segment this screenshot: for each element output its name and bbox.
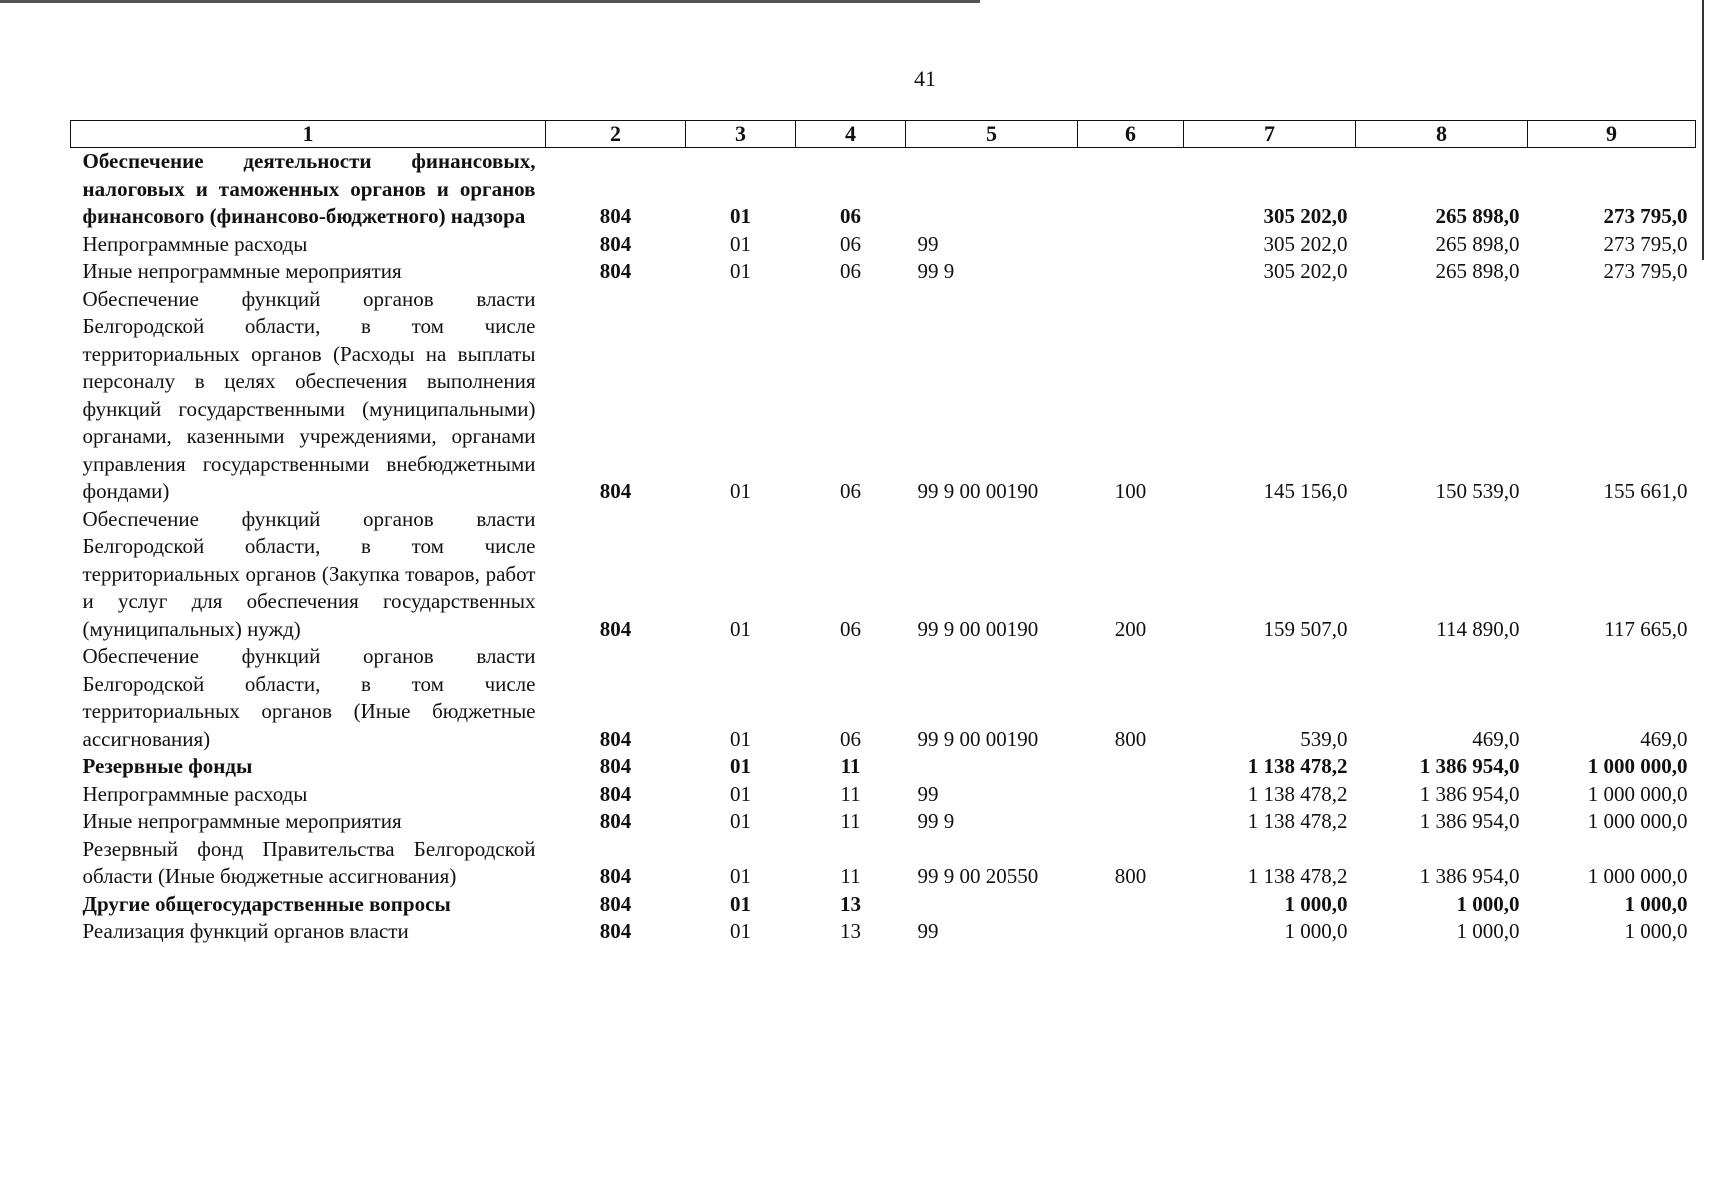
row-name: Резервные фонды bbox=[82, 754, 253, 778]
row-gr-code: 804 bbox=[599, 231, 632, 256]
row-section-code: 01 bbox=[730, 919, 751, 943]
row-subsection-code: 06 bbox=[840, 231, 861, 256]
row-amount-year-1: 305 202,0 bbox=[1263, 231, 1348, 256]
row-amount-year-3: 1 000 000,0 bbox=[1587, 864, 1688, 888]
row-subsection-code: 11 bbox=[840, 781, 861, 806]
header-col-7: 7 bbox=[1184, 121, 1356, 148]
table-row bbox=[71, 781, 1696, 809]
row-subsection-code: 11 bbox=[840, 864, 861, 888]
row-amount-year-2: 1 000,0 bbox=[1456, 891, 1520, 916]
row-section-code: 01 bbox=[730, 726, 751, 751]
row-amount-year-3: 1 000 000,0 bbox=[1587, 754, 1688, 778]
row-amount-year-3: 1 000 000,0 bbox=[1587, 809, 1688, 833]
row-name: Непрограммные расходы bbox=[82, 231, 308, 256]
row-amount-year-2: 1 000,0 bbox=[1456, 919, 1520, 943]
header-row bbox=[71, 121, 1696, 148]
row-subsection-code: 06 bbox=[840, 204, 861, 228]
row-subsection-code: 06 bbox=[840, 479, 861, 503]
row-amount-year-2: 1 386 954,0 bbox=[1419, 809, 1520, 833]
row-amount-year-3: 117 665,0 bbox=[1604, 616, 1688, 641]
row-target-article: 99 bbox=[917, 231, 939, 256]
row-expense-type bbox=[1078, 148, 1184, 231]
row-expense-type bbox=[1078, 258, 1184, 286]
scan-edge-right bbox=[1702, 0, 1704, 260]
table-row bbox=[71, 231, 1696, 259]
row-name: Реализация функций органов власти bbox=[82, 919, 409, 943]
row-gr-code: 804 bbox=[599, 891, 632, 916]
table-row bbox=[71, 643, 1696, 753]
row-target-article: 99 bbox=[917, 919, 939, 943]
row-amount-year-1: 1 138 478,2 bbox=[1247, 781, 1348, 806]
row-amount-year-3: 1 000,0 bbox=[1624, 919, 1688, 943]
row-subsection-code: 11 bbox=[840, 809, 861, 833]
row-amount-year-1: 159 507,0 bbox=[1263, 616, 1348, 641]
row-expense-type bbox=[1078, 781, 1184, 809]
row-target-article bbox=[906, 891, 1078, 919]
row-amount-year-2: 114 890,0 bbox=[1436, 616, 1520, 641]
row-section-code: 01 bbox=[730, 259, 751, 283]
row-amount-year-3: 155 661,0 bbox=[1603, 479, 1688, 503]
row-section-code: 01 bbox=[730, 864, 751, 888]
row-amount-year-1: 305 202,0 bbox=[1263, 259, 1348, 283]
row-section-code: 01 bbox=[730, 616, 751, 641]
row-amount-year-2: 1 386 954,0 bbox=[1419, 781, 1520, 806]
row-subsection-code: 13 bbox=[840, 891, 861, 916]
row-name: Обеспечение функций органов власти Белгородской области, в том числе территориальных органов (Иные бюджетные ассигнования) bbox=[82, 644, 536, 751]
row-name: Обеспечение функций органов власти Белгородской области, в том числе территориальных органов (Закупка товаров, работ и услуг для обеспечения государственных (муниципальных) нужд) bbox=[82, 506, 536, 641]
row-amount-year-1: 1 138 478,2 bbox=[1247, 864, 1348, 888]
row-expense-type: 200 bbox=[1114, 616, 1147, 641]
table-row bbox=[71, 836, 1696, 891]
row-amount-year-1: 1 000,0 bbox=[1284, 919, 1348, 943]
row-amount-year-3: 273 795,0 bbox=[1603, 231, 1688, 256]
row-gr-code: 804 bbox=[599, 864, 632, 888]
row-section-code: 01 bbox=[730, 754, 751, 778]
row-section-code: 01 bbox=[730, 204, 751, 228]
header-col-3: 3 bbox=[686, 121, 796, 148]
table-header bbox=[71, 121, 1696, 148]
row-amount-year-2: 265 898,0 bbox=[1435, 231, 1520, 256]
row-gr-code: 804 bbox=[599, 616, 632, 641]
page-number: 41 bbox=[914, 66, 936, 91]
row-gr-code: 804 bbox=[599, 204, 632, 228]
row-expense-type bbox=[1078, 891, 1184, 919]
row-subsection-code: 11 bbox=[840, 754, 861, 778]
row-section-code: 01 bbox=[730, 781, 751, 806]
header-col-1: 1 bbox=[71, 121, 546, 148]
row-name: Иные непрограммные мероприятия bbox=[82, 259, 402, 283]
row-expense-type bbox=[1078, 918, 1184, 946]
row-amount-year-2: 1 386 954,0 bbox=[1419, 864, 1520, 888]
header-col-4: 4 bbox=[796, 121, 906, 148]
row-amount-year-3: 273 795,0 bbox=[1603, 259, 1688, 283]
table-body bbox=[71, 148, 1696, 946]
row-subsection-code: 06 bbox=[840, 259, 861, 283]
table-row bbox=[71, 891, 1696, 919]
table-row bbox=[71, 808, 1696, 836]
row-gr-code: 804 bbox=[599, 726, 632, 751]
row-target-article bbox=[906, 753, 1078, 781]
table-row bbox=[71, 258, 1696, 286]
row-amount-year-1: 305 202,0 bbox=[1263, 204, 1348, 228]
row-target-article: 99 9 bbox=[917, 809, 955, 833]
row-amount-year-2: 150 539,0 bbox=[1435, 479, 1520, 503]
row-section-code: 01 bbox=[730, 891, 751, 916]
row-gr-code: 804 bbox=[599, 754, 632, 778]
header-col-8: 8 bbox=[1356, 121, 1528, 148]
scan-edge-top bbox=[0, 0, 980, 3]
table-row bbox=[71, 918, 1696, 946]
header-col-2: 2 bbox=[546, 121, 686, 148]
row-expense-type: 100 bbox=[1114, 479, 1147, 503]
row-amount-year-2: 265 898,0 bbox=[1435, 259, 1520, 283]
row-amount-year-1: 1 000,0 bbox=[1284, 891, 1348, 916]
row-target-article: 99 9 00 00190 bbox=[917, 726, 1039, 751]
row-section-code: 01 bbox=[730, 231, 751, 256]
table-row bbox=[71, 753, 1696, 781]
row-section-code: 01 bbox=[730, 479, 751, 503]
row-subsection-code: 06 bbox=[840, 616, 861, 641]
row-amount-year-3: 1 000 000,0 bbox=[1587, 781, 1688, 806]
row-amount-year-1: 1 138 478,2 bbox=[1247, 809, 1348, 833]
row-name: Обеспечение функций органов власти Белгородской области, в том числе территориальных органов (Расходы на выплаты персоналу в целях обеспечения выполнения функций государственными (муниципальными) органами, казенными учреждениями, органами управления государственными внебюджетными фондами) bbox=[82, 286, 536, 503]
row-subsection-code: 13 bbox=[840, 919, 861, 943]
row-amount-year-1: 145 156,0 bbox=[1263, 479, 1348, 503]
row-gr-code: 804 bbox=[599, 809, 632, 833]
table-row bbox=[71, 148, 1696, 231]
row-name: Обеспечение деятельности финансовых, налоговых и таможенных органов и органов финансового (финансово-бюджетного) надзора bbox=[82, 149, 536, 228]
row-amount-year-3: 469,0 bbox=[1640, 726, 1688, 751]
row-gr-code: 804 bbox=[599, 259, 632, 283]
row-expense-type: 800 bbox=[1114, 726, 1147, 751]
row-expense-type bbox=[1078, 231, 1184, 259]
row-amount-year-1: 539,0 bbox=[1300, 726, 1348, 751]
budget-table bbox=[70, 120, 1696, 946]
row-section-code: 01 bbox=[730, 809, 751, 833]
row-amount-year-2: 265 898,0 bbox=[1435, 204, 1520, 228]
row-name: Непрограммные расходы bbox=[82, 781, 308, 806]
row-amount-year-1: 1 138 478,2 bbox=[1247, 754, 1348, 778]
row-target-article: 99 9 00 00190 bbox=[917, 616, 1039, 641]
row-amount-year-3: 1 000,0 bbox=[1624, 891, 1688, 916]
row-subsection-code: 06 bbox=[840, 726, 861, 751]
row-target-article bbox=[906, 148, 1078, 231]
row-gr-code: 804 bbox=[599, 919, 632, 943]
table-row bbox=[71, 506, 1696, 644]
row-gr-code: 804 bbox=[599, 781, 632, 806]
row-target-article: 99 9 bbox=[917, 259, 955, 283]
row-name: Резервный фонд Правительства Белгородской области (Иные бюджетные ассигнования) bbox=[82, 836, 536, 888]
row-name: Другие общегосударственные вопросы bbox=[82, 891, 451, 916]
table-row bbox=[71, 286, 1696, 506]
row-target-article: 99 9 00 20550 bbox=[917, 864, 1039, 888]
row-name: Иные непрограммные мероприятия bbox=[82, 809, 402, 833]
row-target-article: 99 bbox=[917, 781, 939, 806]
header-col-5: 5 bbox=[906, 121, 1078, 148]
row-gr-code: 804 bbox=[599, 479, 632, 503]
row-amount-year-2: 469,0 bbox=[1472, 726, 1520, 751]
row-expense-type: 800 bbox=[1114, 864, 1147, 888]
row-expense-type bbox=[1078, 753, 1184, 781]
row-amount-year-2: 1 386 954,0 bbox=[1419, 754, 1520, 778]
row-expense-type bbox=[1078, 808, 1184, 836]
row-target-article: 99 9 00 00190 bbox=[917, 479, 1039, 503]
header-col-6: 6 bbox=[1078, 121, 1184, 148]
header-col-9: 9 bbox=[1528, 121, 1696, 148]
row-amount-year-3: 273 795,0 bbox=[1603, 204, 1688, 228]
